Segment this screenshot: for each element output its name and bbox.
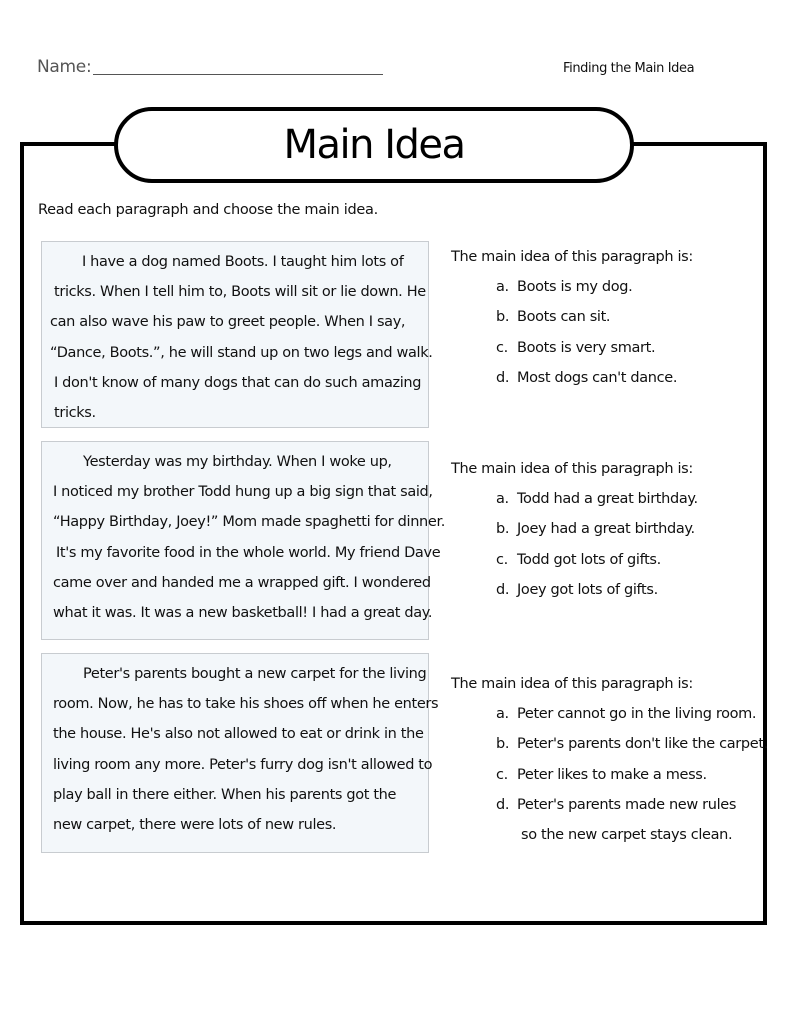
question-prompt: The main idea of this paragraph is: bbox=[451, 461, 693, 477]
option-letter: c. bbox=[496, 551, 508, 568]
passage-line: came over and handed me a wrapped gift. I wondered bbox=[53, 574, 431, 591]
name-blank-line[interactable] bbox=[93, 74, 383, 75]
option-letter: c. bbox=[496, 339, 508, 356]
passage-line: Peter's parents bought a new carpet for the living bbox=[83, 666, 427, 682]
passage-line: “Dance, Boots.”, he will stand up on two legs and walk. bbox=[50, 344, 433, 361]
worksheet-subject: Finding the Main Idea bbox=[563, 61, 695, 76]
option-text: Boots is my dog. bbox=[517, 279, 633, 296]
passage-line: I have a dog named Boots. I taught him lots of bbox=[82, 254, 404, 270]
answer-option-a[interactable] bbox=[451, 484, 771, 514]
answer-option-c[interactable] bbox=[451, 760, 771, 790]
name-label: Name: bbox=[37, 57, 92, 77]
passage-line: I noticed my brother Todd hung up a big sign that said, bbox=[53, 484, 433, 501]
passage-box-2 bbox=[41, 441, 445, 640]
passage-line: can also wave his paw to greet people. When I say, bbox=[50, 314, 406, 331]
passage-line: tricks. bbox=[54, 404, 96, 421]
page-title: Main Idea bbox=[283, 122, 465, 168]
question-3 bbox=[451, 669, 771, 850]
passage-box-1 bbox=[41, 241, 433, 428]
option-letter: b. bbox=[496, 736, 510, 753]
title-banner bbox=[114, 107, 634, 183]
answer-option-a[interactable] bbox=[451, 272, 771, 302]
answer-option-b[interactable] bbox=[451, 514, 771, 544]
option-text: Peter cannot go in the living room. bbox=[517, 706, 757, 723]
option-letter: b. bbox=[496, 309, 510, 326]
option-d-continuation: so the new carpet stays clean. bbox=[521, 826, 733, 843]
passage-line: room. Now, he has to take his shoes off when he enters bbox=[53, 696, 439, 713]
option-text: Peter's parents made new rules bbox=[517, 796, 737, 813]
answer-option-d[interactable] bbox=[451, 790, 771, 820]
question-prompt: The main idea of this paragraph is: bbox=[451, 676, 693, 692]
option-text: Joey had a great birthday. bbox=[517, 521, 695, 538]
option-text: Most dogs can't dance. bbox=[517, 369, 678, 386]
passage-line: tricks. When I tell him to, Boots will sit or lie down. He bbox=[54, 284, 426, 301]
answer-option-b[interactable] bbox=[451, 302, 771, 332]
option-text: Peter's parents don't like the carpet. bbox=[517, 736, 768, 753]
answer-option-d[interactable] bbox=[451, 363, 771, 393]
passage-line: Yesterday was my birthday. When I woke up, bbox=[83, 454, 392, 470]
passage-line: what it was. It was a new basketball! I had a great day. bbox=[53, 604, 433, 621]
option-text: Todd had a great birthday. bbox=[517, 491, 698, 508]
answer-option-d[interactable] bbox=[451, 575, 771, 605]
option-letter: d. bbox=[496, 796, 510, 813]
option-letter: a. bbox=[496, 279, 509, 296]
option-text: Boots can sit. bbox=[517, 309, 611, 326]
passage-line: new carpet, there were lots of new rules. bbox=[53, 816, 337, 833]
answer-option-b[interactable] bbox=[451, 729, 771, 759]
option-text: Boots is very smart. bbox=[517, 339, 656, 356]
passage-line: play ball in there either. When his parents got the bbox=[53, 786, 397, 803]
option-letter: a. bbox=[496, 491, 509, 508]
option-letter: a. bbox=[496, 706, 509, 723]
answer-option-a[interactable] bbox=[451, 699, 771, 729]
answer-option-c[interactable] bbox=[451, 333, 771, 363]
option-letter: b. bbox=[496, 521, 510, 538]
instructions: Read each paragraph and choose the main idea. bbox=[38, 202, 378, 218]
option-text: Joey got lots of gifts. bbox=[517, 581, 658, 598]
option-letter: d. bbox=[496, 369, 510, 386]
option-text: Peter likes to make a mess. bbox=[517, 766, 707, 783]
passage-line: “Happy Birthday, Joey!” Mom made spaghetti for dinner. bbox=[53, 514, 445, 531]
question-2 bbox=[451, 454, 771, 605]
passage-line: I don't know of many dogs that can do such amazing bbox=[54, 374, 422, 391]
question-prompt: The main idea of this paragraph is: bbox=[451, 249, 693, 265]
option-letter: c. bbox=[496, 766, 508, 783]
passage-line: It's my favorite food in the whole world. My friend Dave bbox=[56, 544, 441, 561]
question-1 bbox=[451, 242, 771, 393]
passage-box-3 bbox=[41, 653, 439, 853]
passage-line: living room any more. Peter's furry dog isn't allowed to bbox=[53, 756, 433, 773]
passage-line: the house. He's also not allowed to eat or drink in the bbox=[53, 726, 424, 743]
option-letter: d. bbox=[496, 581, 510, 598]
answer-option-c[interactable] bbox=[451, 545, 771, 575]
option-text: Todd got lots of gifts. bbox=[517, 551, 661, 568]
